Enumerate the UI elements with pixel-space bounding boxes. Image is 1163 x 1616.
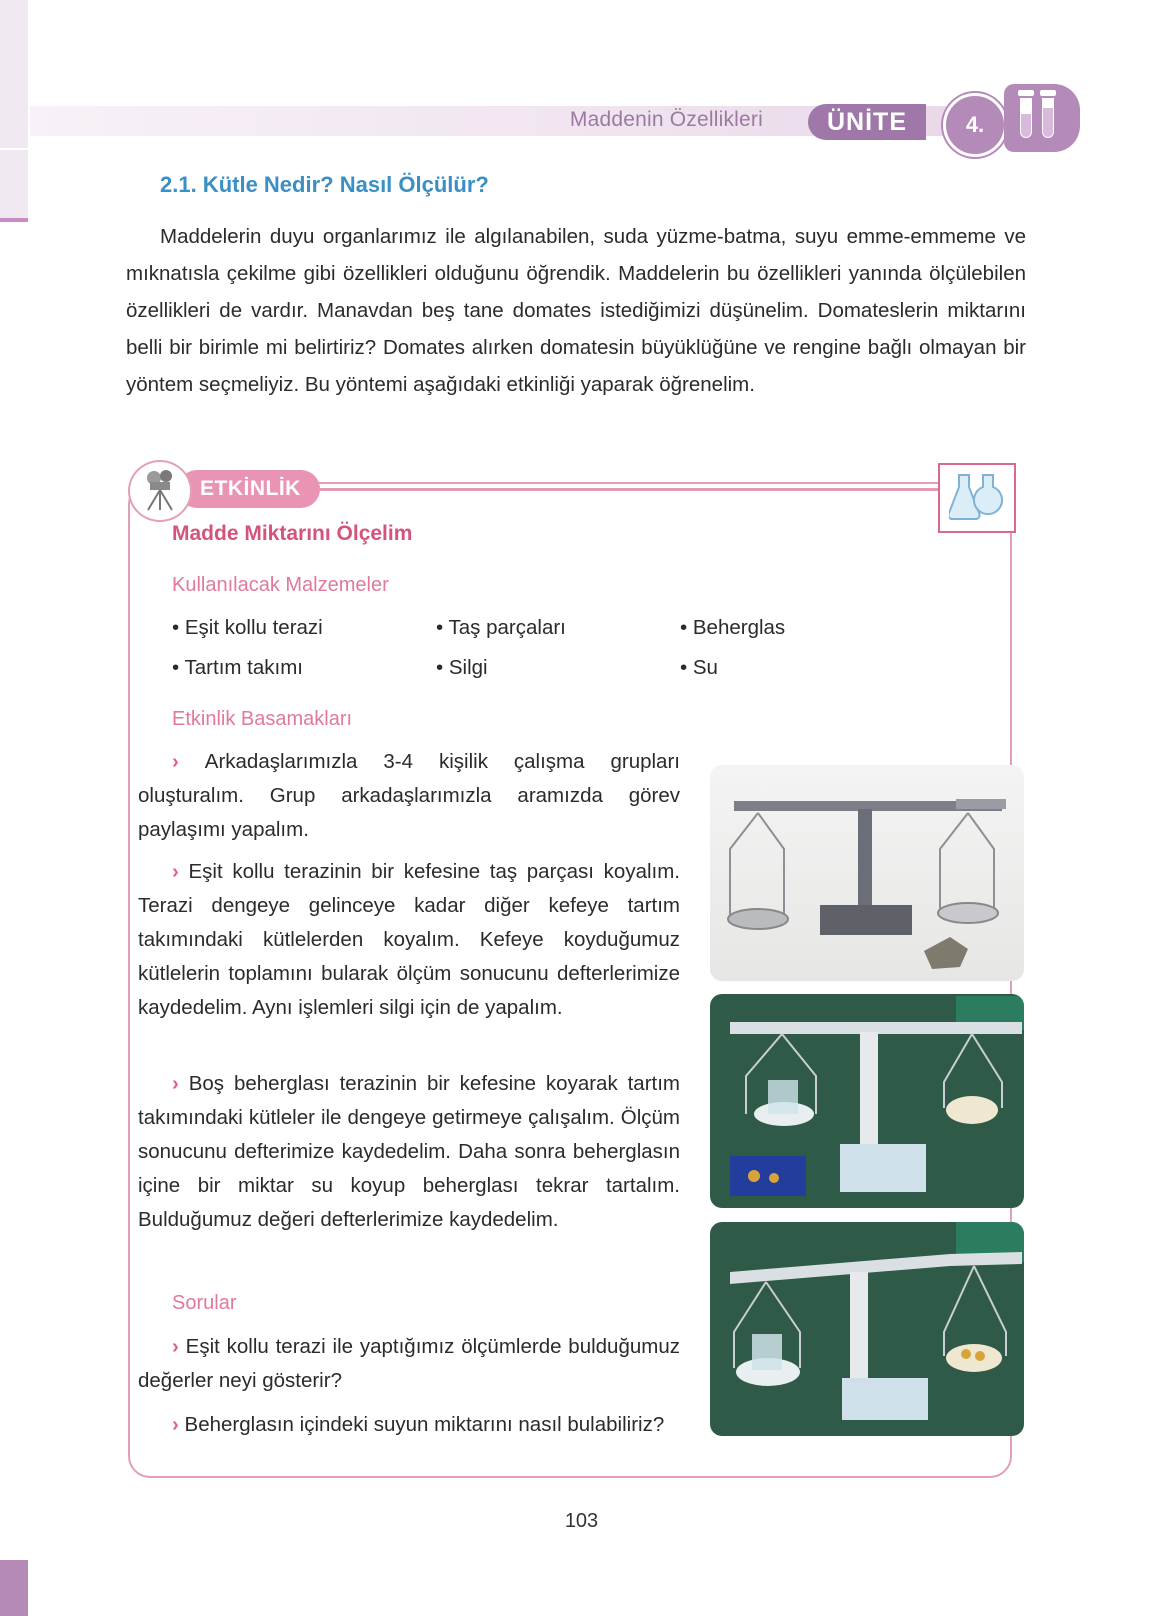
- material-item: • Su: [680, 656, 718, 680]
- telescope-icon: [128, 460, 192, 522]
- material-item: • Beherglas: [680, 616, 785, 640]
- test-tubes-icon: [1004, 84, 1080, 152]
- margin-tab-bottom: [0, 1560, 28, 1616]
- question-item: › Eşit kollu terazi ile yaptığımız ölçümlerde bulduğumuz değerler neyi gösterir?: [138, 1335, 680, 1392]
- margin-mark: [0, 218, 28, 222]
- activity-title: Madde Miktarını Ölçelim: [172, 522, 413, 545]
- activity-step: › Arkadaşlarımızla 3-4 kişilik çalışma grupları oluşturalım. Grup arkadaşlarımızla aramızda görev paylaşımı yapalım.: [138, 750, 680, 841]
- unit-number: 4.: [943, 93, 1007, 157]
- activity-step: › Boş beherglası terazinin bir kefesine koyarak tartım takımındaki kütleler ile dengeye getirmeye çalışalım. Ölçüm sonucunu defterimize kaydedelim. Daha sonra beherglasın içine bir miktar su koyup beherglası tekrar tartalım. Bulduğumuz değeri defterlerimize kaydedelim.: [138, 1072, 680, 1231]
- section-title: 2.1. Kütle Nedir? Nasıl Ölçülür?: [160, 172, 489, 197]
- margin-tab-top: [0, 0, 28, 220]
- header-section-label: Maddenin Özellikleri: [569, 108, 763, 131]
- flasks-icon: [938, 463, 1016, 533]
- balance-scale-photo: [710, 765, 1024, 981]
- material-item: • Taş parçaları: [436, 616, 566, 640]
- unit-label: ÜNİTE: [808, 104, 926, 140]
- intro-paragraph: Maddelerin duyu organlarımız ile algılanabilen, suda yüzme-batma, suyu emme-emmeme ve mıknatısla çekilme gibi özellikleri olduğunu öğrendik. Maddelerin bu özellikleri yanında ölçülebilen özellikleri de vardır. Manavdan beş tane domates istediğimizi düşünelim. Domateslerin miktarını belli bir birimle mi belirtiriz? Domates alırken domatesin büyüklüğüne ve rengine bağlı olmayan bir yöntem seçmeliyiz. Bu yöntemi aşağıdaki etkinliği yaparak öğrenelim.: [126, 225, 1026, 396]
- material-item: • Eşit kollu terazi: [172, 616, 323, 640]
- material-item: • Tartım takımı: [172, 656, 303, 680]
- activity-header-line: [200, 488, 1000, 491]
- balance-with-beaker-photo: [710, 994, 1024, 1208]
- material-item: • Silgi: [436, 656, 488, 680]
- question-item: › Beherglasın içindeki suyun miktarını nasıl bulabiliriz?: [172, 1413, 665, 1436]
- page-number: 103: [564, 1510, 599, 1532]
- questions-heading: Sorular: [172, 1292, 237, 1314]
- materials-heading: Kullanılacak Malzemeler: [172, 574, 389, 596]
- steps-heading: Etkinlik Basamakları: [172, 708, 353, 730]
- activity-step: › Eşit kollu terazinin bir kefesine taş parçası koyalım. Terazi dengeye gelinceye kadar diğer kefeye tartım takımındaki kütlelerden koyalım. Kefeye koyduğumuz kütlelerin toplamını bularak ölçüm sonucunu defterlerimize kaydedelim. Aynı işlemleri silgi için de yapalım.: [138, 860, 680, 1019]
- activity-badge: ETKİNLİK: [178, 470, 320, 508]
- balance-with-water-photo: [710, 1222, 1024, 1436]
